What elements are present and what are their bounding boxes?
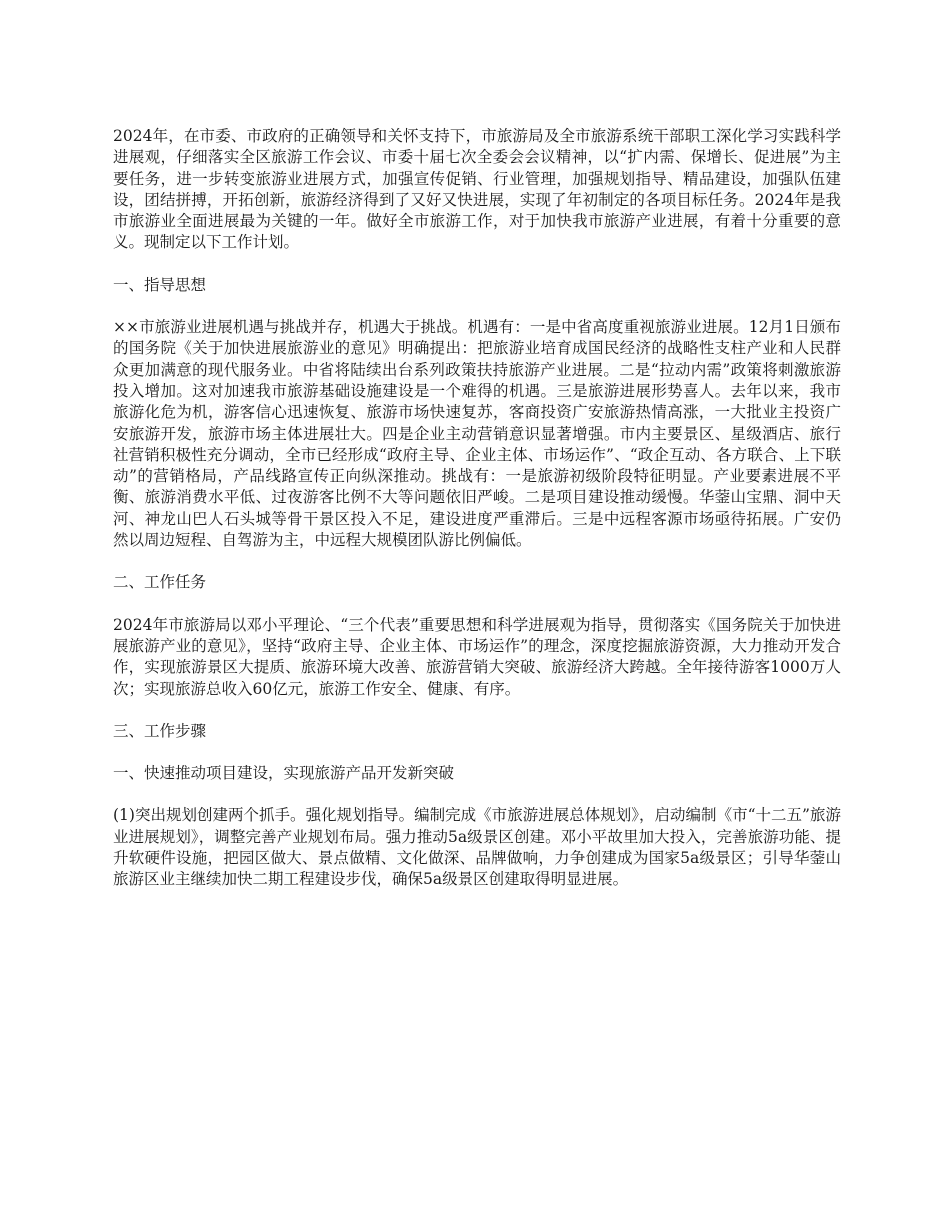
guiding-ideology-paragraph: ××市旅游业进展机遇与挑战并存，机遇大于挑战。机遇有：一是中省高度重视旅游业进展。12月1日颁布的国务院《关于加快进展旅游业的意见》明确提出：把旅游业培育成国民经济的战略性支柱产业和人民群众更加满意的现代服务业。中省将陆续出台系列政策扶持旅游产业进展。二是“拉动内需”政策将刺激旅游投入增加。这对加速我市旅游基础设施建设是一个难得的机遇。三是旅游进展形势喜人。去年以来，我市旅游化危为机，游客信心迅速恢复、旅游市场快速复苏，客商投资广安旅游热情高涨，一大批业主投资广安旅游开发，旅游市场主体进展壮大。四是企业主动营销意识显著增强。市内主要景区、星级酒店、旅行社营销积极性充分调动，全市已经形成“政府主导、企业主体、市场运作”、“政企互动、各方联合、上下联动”的营销格局，产品线路宣传正向纵深推动。挑战有：一是旅游初级阶段特征明显。产业要素进展不平衡、旅游消费水平低、过夜游客比例不大等问题依旧严峻。二是项目建设推动缓慢。华蓥山宝鼎、洞中天河、神龙山巴人石头城等骨干景区投入不足，建设进度严重滞后。三是中远程客源市场亟待拓展。广安仍然以周边短程、自驾游为主，中远程大规模团队游比例偏低。 (113, 318, 841, 550)
section-heading-work-steps: 三、工作步骤 (113, 721, 207, 740)
document-body (113, 126, 841, 912)
section-heading-guiding-ideology: 一、指导思想 (113, 275, 207, 294)
intro-paragraph: 2024年，在市委、市政府的正确领导和关怀支持下，市旅游局及全市旅游系统干部职工深化学习实践科学进展观，仔细落实全区旅游工作会议、市委十届七次全委会会议精神，以“扩内需、保增长、促进展”为主要任务，进一步转变旅游业进展方式，加强宣传促销、行业管理，加强规划指导、精品建设，加强队伍建设，团结拼搏，开拓创新，旅游经济得到了又好又快进展，实现了年初制定的各项目标任务。2024年是我市旅游业全面进展最为关键的一年。做好全市旅游工作，对于加快我市旅游产业进展，有着十分重要的意义。现制定以下工作计划。 (113, 127, 841, 252)
section-heading-work-tasks: 二、工作任务 (113, 573, 207, 592)
subsection-heading-project-construction: 一、快速推动项目建设，实现旅游产品开发新突破 (113, 764, 455, 783)
work-tasks-paragraph: 2024年市旅游局以邓小平理论、“三个代表”重要思想和科学进展观为指导，贯彻落实《国务院关于加快进展旅游产业的意见》，坚持“政府主导、企业主体、市场运作”的理念，深度挖掘旅游资源，大力推动开发合作，实现旅游景区大提质、旅游环境大改善、旅游营销大突破、旅游经济大跨越。全年接待游客1000万人次；实现旅游总收入60亿元，旅游工作安全、健康、有序。 (113, 615, 841, 698)
project-construction-paragraph: (1)突出规划创建两个抓手。强化规划指导。编制完成《市旅游进展总体规划》，启动编制《市“十二五”旅游业进展规划》，调整完善产业规划布局。强力推动5a级景区创建。邓小平故里加大投入，完善旅游功能、提升软硬件设施，把园区做大、景点做精、文化做深、品牌做响，力争创建成为国家5a级景区；引导华蓥山旅游区业主继续加快二期工程建设步伐，确保5a级景区创建取得明显进展。 (113, 806, 841, 889)
